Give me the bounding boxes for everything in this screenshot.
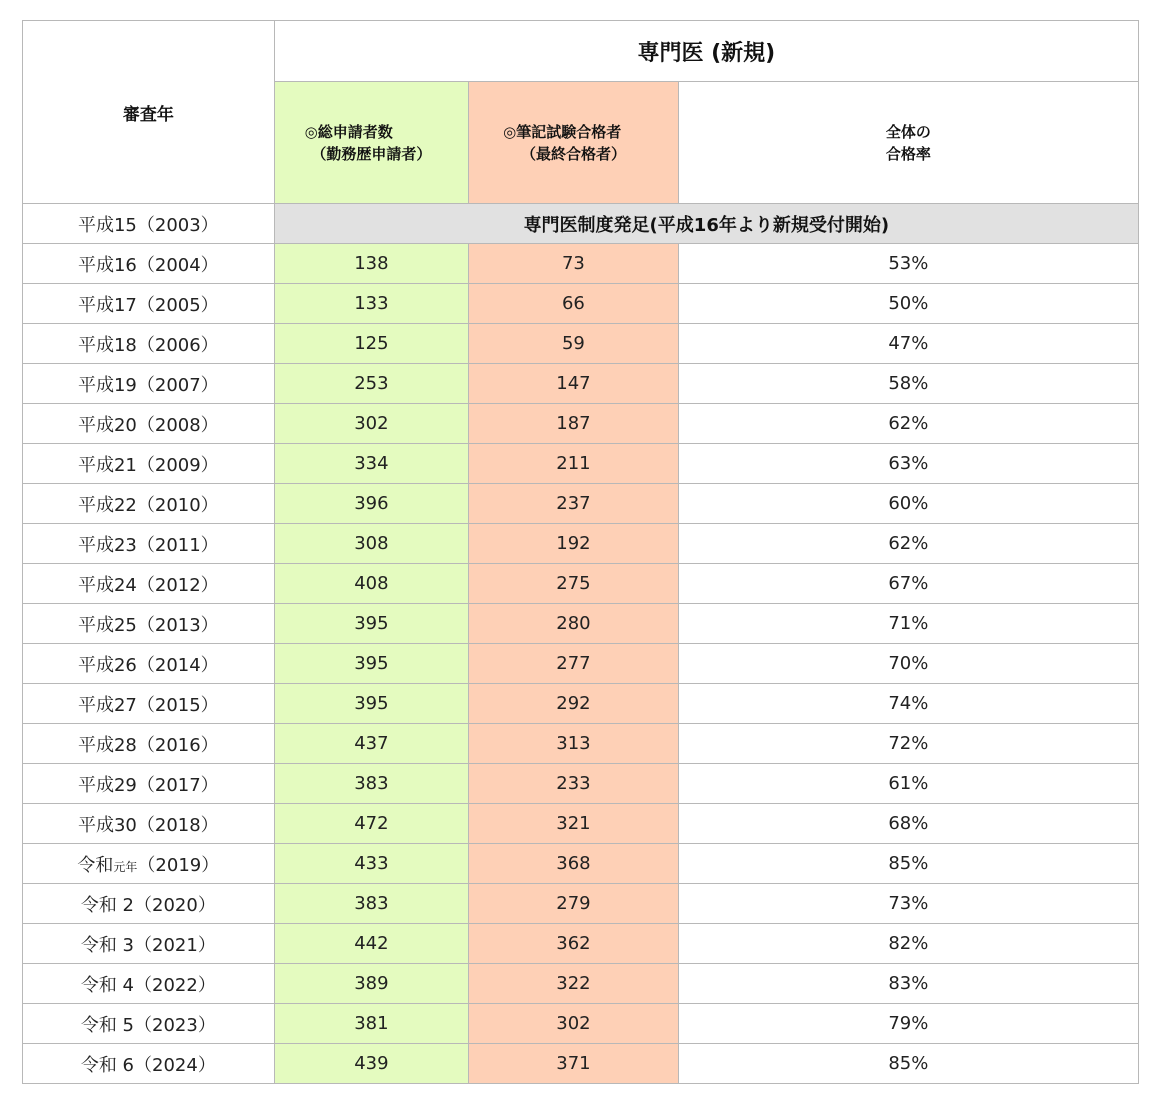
gregorian-year: （2015） xyxy=(136,694,219,716)
pass-rate-cell: 62% xyxy=(678,524,1138,564)
applicants-cell: 125 xyxy=(274,324,469,364)
era-label: 平成26 xyxy=(77,654,137,676)
pass-rate-cell: 50% xyxy=(678,284,1138,324)
table-row xyxy=(23,844,1139,884)
pass-rate-cell: 53% xyxy=(678,244,1138,284)
era-label: 平成24 xyxy=(77,574,137,596)
gregorian-year: （2018） xyxy=(136,814,219,836)
passers-cell: 59 xyxy=(469,324,679,364)
era-label: 令和 3 xyxy=(80,934,135,956)
pass-rate-cell: 63% xyxy=(678,444,1138,484)
year-cell xyxy=(23,404,275,444)
table-row xyxy=(23,644,1139,684)
gregorian-year: （2006） xyxy=(136,334,219,356)
gregorian-year: （2017） xyxy=(136,774,219,796)
gregorian-year: （2023） xyxy=(134,1014,216,1036)
passers-cell: 233 xyxy=(469,764,679,804)
pass-rate-cell: 74% xyxy=(678,684,1138,724)
year-cell xyxy=(23,804,275,844)
rate-column-header xyxy=(678,82,1138,204)
gregorian-year: （2011） xyxy=(136,534,219,556)
applicants-cell: 253 xyxy=(274,364,469,404)
table-row xyxy=(23,804,1139,844)
year-cell xyxy=(23,484,275,524)
passers-header-line1: ◎筆記試験合格者 xyxy=(503,122,622,141)
era-label: 平成20 xyxy=(77,414,137,436)
applicants-cell: 442 xyxy=(274,924,469,964)
era-label: 平成16 xyxy=(77,254,137,276)
note-row xyxy=(23,204,1139,244)
era-label: 平成29 xyxy=(77,774,137,796)
gregorian-year: （2013） xyxy=(136,614,219,636)
passers-cell: 313 xyxy=(469,724,679,764)
applicants-column-header xyxy=(274,82,469,204)
passers-cell: 292 xyxy=(469,684,679,724)
pass-rate-cell: 82% xyxy=(678,924,1138,964)
applicants-cell: 302 xyxy=(274,404,469,444)
passers-cell: 237 xyxy=(469,484,679,524)
era-label: 令和 5 xyxy=(80,1014,135,1036)
pass-rate-cell: 85% xyxy=(678,844,1138,884)
passers-cell: 321 xyxy=(469,804,679,844)
passers-cell: 362 xyxy=(469,924,679,964)
table-title-text: 専門医 (新規) xyxy=(637,40,776,66)
gregorian-year: （2020） xyxy=(134,894,216,916)
gregorian-year: （2009） xyxy=(136,454,219,476)
specialist-results-table xyxy=(22,20,1139,1084)
pass-rate-cell: 83% xyxy=(678,964,1138,1004)
year-cell xyxy=(23,244,275,284)
applicants-cell: 395 xyxy=(274,604,469,644)
pass-rate-cell: 58% xyxy=(678,364,1138,404)
pass-rate-cell: 73% xyxy=(678,884,1138,924)
table-row xyxy=(23,964,1139,1004)
year-cell xyxy=(23,324,275,364)
year-cell xyxy=(23,444,275,484)
passers-header-line2: （最終合格者） xyxy=(520,144,626,163)
table-row xyxy=(23,564,1139,604)
year-cell xyxy=(23,604,275,644)
passers-cell: 211 xyxy=(469,444,679,484)
applicants-cell: 133 xyxy=(274,284,469,324)
era-small-label: 元年 xyxy=(113,859,138,874)
year-cell xyxy=(23,524,275,564)
applicants-header-line2: （勤務歴申請者） xyxy=(311,144,432,163)
table-row xyxy=(23,404,1139,444)
applicants-cell: 308 xyxy=(274,524,469,564)
gregorian-year: （2019） xyxy=(137,854,220,876)
rate-header-line1: 全体の xyxy=(885,122,931,141)
year-cell xyxy=(23,684,275,724)
table-title xyxy=(274,21,1138,82)
passers-cell: 279 xyxy=(469,884,679,924)
gregorian-year: （2014） xyxy=(136,654,219,676)
era-label: 平成22 xyxy=(77,494,137,516)
era-label: 平成21 xyxy=(77,454,137,476)
era-label: 平成27 xyxy=(77,694,137,716)
pass-rate-cell: 67% xyxy=(678,564,1138,604)
passers-cell: 147 xyxy=(469,364,679,404)
passers-cell: 368 xyxy=(469,844,679,884)
gregorian-year: （2007） xyxy=(136,374,219,396)
table-row xyxy=(23,284,1139,324)
passers-cell: 66 xyxy=(469,284,679,324)
table-row xyxy=(23,444,1139,484)
era-label: 平成18 xyxy=(77,334,137,356)
pass-rate-cell: 68% xyxy=(678,804,1138,844)
applicants-cell: 396 xyxy=(274,484,469,524)
era-label: 平成19 xyxy=(77,374,137,396)
table-row xyxy=(23,484,1139,524)
applicants-cell: 395 xyxy=(274,684,469,724)
table-row xyxy=(23,604,1139,644)
applicants-header-line1: ◎総申請者数 xyxy=(304,122,393,141)
passers-cell: 187 xyxy=(469,404,679,444)
pass-rate-cell: 60% xyxy=(678,484,1138,524)
year-column-header xyxy=(23,21,275,204)
gregorian-year: （2024） xyxy=(134,1054,216,1076)
note-row-text: 専門医制度発足(平成16年より新規受付開始) xyxy=(274,204,1138,244)
pass-rate-cell: 47% xyxy=(678,324,1138,364)
era-label: 平成28 xyxy=(77,734,137,756)
gregorian-year: （2021） xyxy=(134,934,216,956)
rate-header-line2: 合格率 xyxy=(885,144,931,163)
year-cell xyxy=(23,724,275,764)
gregorian-year: （2005） xyxy=(136,294,219,316)
gregorian-year: （2012） xyxy=(136,574,219,596)
applicants-cell: 389 xyxy=(274,964,469,1004)
applicants-cell: 383 xyxy=(274,884,469,924)
table-row xyxy=(23,764,1139,804)
note-row-year: 平成15（2003） xyxy=(23,204,275,244)
year-cell xyxy=(23,564,275,604)
applicants-cell: 381 xyxy=(274,1004,469,1044)
pass-rate-cell: 62% xyxy=(678,404,1138,444)
table-row xyxy=(23,364,1139,404)
year-cell xyxy=(23,764,275,804)
applicants-cell: 334 xyxy=(274,444,469,484)
applicants-cell: 433 xyxy=(274,844,469,884)
year-column-label: 審査年 xyxy=(122,104,174,125)
passers-cell: 371 xyxy=(469,1044,679,1084)
year-cell xyxy=(23,644,275,684)
applicants-cell: 472 xyxy=(274,804,469,844)
table-row xyxy=(23,324,1139,364)
era-label: 平成30 xyxy=(77,814,137,836)
passers-cell: 302 xyxy=(469,1004,679,1044)
applicants-cell: 383 xyxy=(274,764,469,804)
table-row xyxy=(23,924,1139,964)
year-cell xyxy=(23,924,275,964)
table-row xyxy=(23,524,1139,564)
passers-cell: 322 xyxy=(469,964,679,1004)
applicants-cell: 437 xyxy=(274,724,469,764)
pass-rate-cell: 72% xyxy=(678,724,1138,764)
year-cell xyxy=(23,844,275,884)
era-label: 平成17 xyxy=(77,294,137,316)
passers-column-header xyxy=(469,82,679,204)
era-label: 平成23 xyxy=(77,534,137,556)
era-label: 令和 xyxy=(77,854,114,876)
table-row xyxy=(23,724,1139,764)
era-label: 令和 2 xyxy=(80,894,135,916)
applicants-cell: 395 xyxy=(274,644,469,684)
era-label: 平成25 xyxy=(77,614,137,636)
applicants-cell: 138 xyxy=(274,244,469,284)
table-row xyxy=(23,684,1139,724)
passers-cell: 275 xyxy=(469,564,679,604)
gregorian-year: （2004） xyxy=(136,254,219,276)
applicants-cell: 439 xyxy=(274,1044,469,1084)
year-cell xyxy=(23,1004,275,1044)
pass-rate-cell: 79% xyxy=(678,1004,1138,1044)
pass-rate-cell: 85% xyxy=(678,1044,1138,1084)
passers-cell: 277 xyxy=(469,644,679,684)
passers-cell: 192 xyxy=(469,524,679,564)
gregorian-year: （2016） xyxy=(136,734,219,756)
passers-cell: 280 xyxy=(469,604,679,644)
year-cell xyxy=(23,884,275,924)
table-row xyxy=(23,884,1139,924)
gregorian-year: （2022） xyxy=(134,974,216,996)
year-cell xyxy=(23,1044,275,1084)
applicants-cell: 408 xyxy=(274,564,469,604)
era-label: 令和 4 xyxy=(80,974,135,996)
pass-rate-cell: 71% xyxy=(678,604,1138,644)
table-row xyxy=(23,1044,1139,1084)
year-cell xyxy=(23,364,275,404)
table-row xyxy=(23,244,1139,284)
gregorian-year: （2010） xyxy=(136,494,219,516)
table-row xyxy=(23,1004,1139,1044)
era-label: 令和 6 xyxy=(80,1054,135,1076)
pass-rate-cell: 61% xyxy=(678,764,1138,804)
year-cell xyxy=(23,284,275,324)
year-cell xyxy=(23,964,275,1004)
passers-cell: 73 xyxy=(469,244,679,284)
pass-rate-cell: 70% xyxy=(678,644,1138,684)
gregorian-year: （2008） xyxy=(136,414,219,436)
